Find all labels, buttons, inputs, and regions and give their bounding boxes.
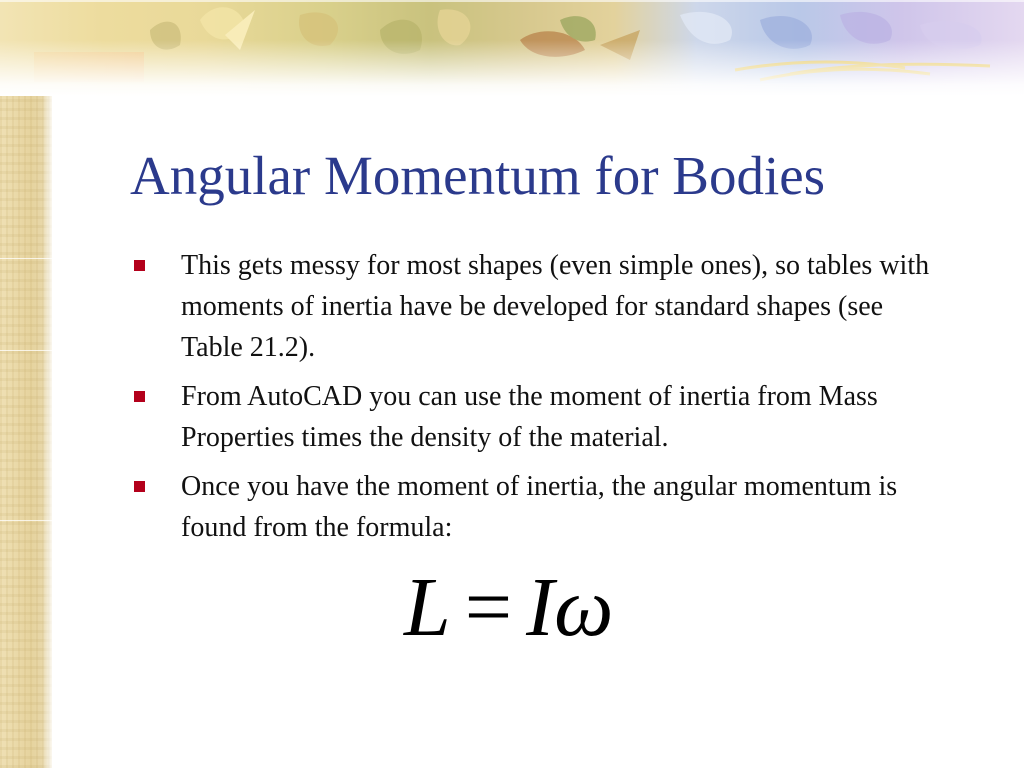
square-bullet-icon	[134, 481, 145, 492]
square-bullet-icon	[134, 260, 145, 271]
angular-momentum-formula	[404, 560, 613, 657]
bullet-list	[130, 245, 950, 556]
square-bullet-icon	[134, 391, 145, 402]
left-parchment-strip	[0, 0, 52, 768]
bullet-text: From AutoCAD you can use the moment of inertia from Mass Properties times the density of the material.	[181, 381, 878, 453]
formula-equals: =	[464, 561, 513, 654]
formula-rhs: Iω	[526, 561, 614, 654]
bullet-item	[130, 466, 950, 548]
bullet-text: This gets messy for most shapes (even simple ones), so tables with moments of inertia have be developed for standard shapes (see Table 21.2).	[181, 250, 930, 363]
top-decorative-banner	[0, 0, 1024, 96]
bullet-item	[130, 376, 950, 458]
formula-lhs: L	[404, 561, 451, 654]
bullet-text: Once you have the moment of inertia, the angular momentum is found from the formula:	[181, 471, 898, 543]
bullet-item	[130, 245, 950, 368]
slide-title: Angular Momentum for Bodies	[130, 145, 826, 206]
